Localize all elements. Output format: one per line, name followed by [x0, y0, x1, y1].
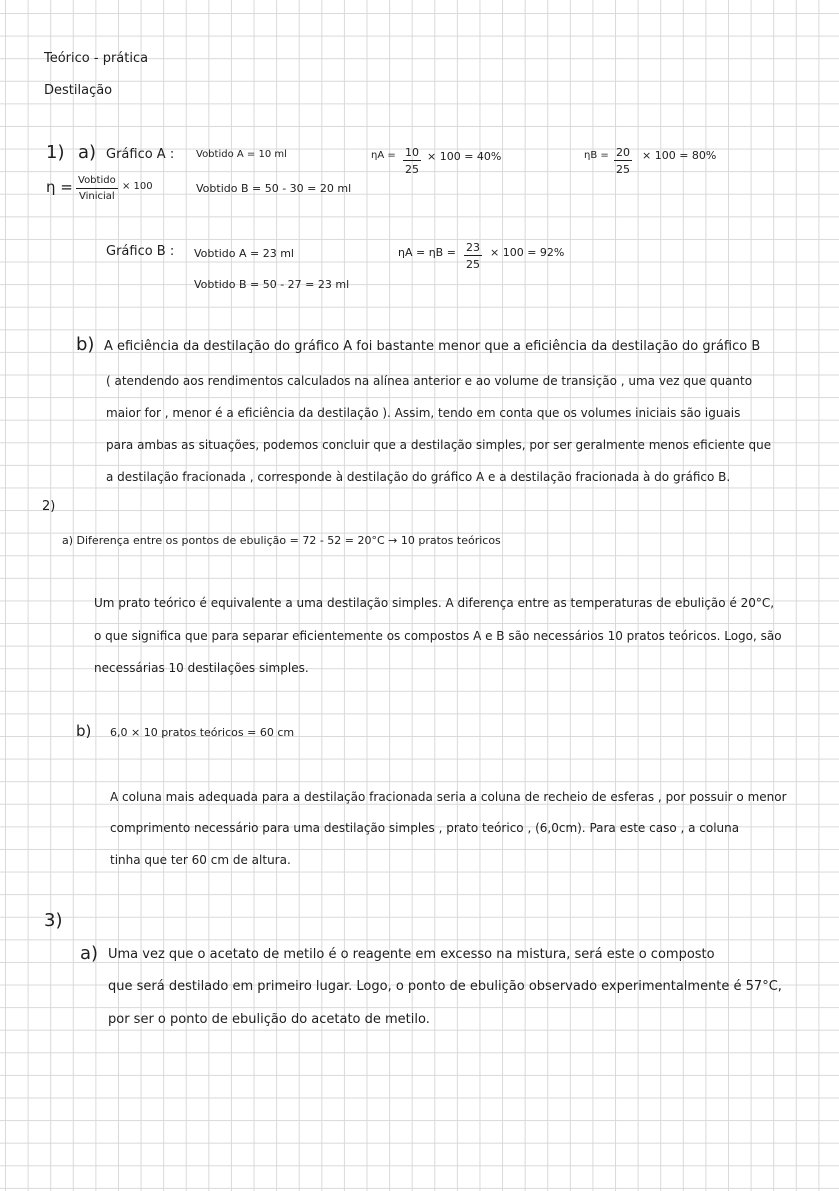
q1a-eta-b-label: ηB =: [584, 150, 609, 161]
q1a-gb-eta-result: × 100 = 92%: [490, 246, 565, 259]
q1a-eta-a-denominator: 25: [405, 163, 419, 176]
q3a-line-2: que será destilado em primeiro lugar. Logo, o ponto de ebulição observado experimentalmente é 57°C,: [108, 979, 782, 994]
q2a-paragraph-line-3: necessárias 10 destilações simples.: [94, 661, 309, 675]
q1a-formula-eta: η =: [46, 178, 73, 196]
q1a-eta-a-label: ηA =: [371, 150, 396, 161]
q1a-gb-volume-a: Vobtido A = 23 ml: [194, 247, 294, 260]
q1a-grafico-b-label: Gráfico B :: [106, 244, 175, 259]
q1b-line-3: maior for , menor é a eficiência da destilação ). Assim, tendo em conta que os volumes iniciais são iguais: [106, 406, 741, 420]
q1a-formula-denominator: Vinicial: [79, 191, 115, 202]
q1b-line-2: ( atendendo aos rendimentos calculados na alínea anterior e ao volume de transição , uma vez que quanto: [106, 374, 753, 388]
q1a-gb-eta-numerator: 23: [466, 241, 480, 254]
q1a-gb-eta-fraction: [464, 242, 482, 270]
q1a-label: a): [78, 142, 97, 163]
q3a-line-1: Uma vez que o acetato de metilo é o reagente em excesso na mistura, será este o composto: [108, 947, 715, 962]
q1a-volume-b: Vobtido B = 50 - 30 = 20 ml: [196, 182, 352, 195]
q1b-line-5: a destilação fracionada , corresponde à destilação do gráfico A e a destilação fracionada à do gráfico B.: [106, 470, 731, 484]
q1a-gb-eta-label: ηA = ηB =: [398, 246, 456, 259]
q2a-line: a) Diferença entre os pontos de ebulição = 72 - 52 = 20°C → 10 pratos teóricos: [62, 534, 501, 547]
q1a-gb-volume-b: Vobtido B = 50 - 27 = 23 ml: [194, 278, 350, 291]
q1a-eta-b-fraction: [614, 147, 632, 175]
q3a-label: a): [80, 943, 99, 964]
page-subtitle: Destilação: [44, 83, 113, 98]
q1b-line-4: para ambas as situações, podemos concluir que a destilação simples, por ser geralmente menos eficiente que: [106, 438, 772, 452]
q1a-gb-eta-denominator: 25: [466, 258, 480, 271]
q1a-formula-multiplier: × 100: [122, 181, 153, 192]
q2b-paragraph-line-2: comprimento necessário para uma destilação simples , prato teórico , (6,0cm). Para este caso , a coluna: [110, 821, 740, 835]
q2a-paragraph-line-1: Um prato teórico é equivalente a uma destilação simples. A diferença entre as temperaturas de ebulição é 20°C,: [94, 596, 775, 610]
q1a-eta-b-denominator: 25: [616, 163, 630, 176]
q1a-eta-a-fraction: [403, 147, 421, 175]
q1a-eta-b-result: × 100 = 80%: [642, 149, 717, 162]
q1a-eta-b-numerator: 20: [616, 146, 630, 159]
q2b-label: b): [76, 722, 92, 740]
q2a-paragraph-line-2: o que significa que para separar eficientemente os compostos A e B são necessários 10 pratos teóricos. Logo, são: [94, 629, 782, 643]
q3a-line-3: por ser o ponto de ebulição do acetato de metilo.: [108, 1012, 430, 1027]
page-title: Teórico - prática: [44, 51, 149, 66]
q1a-formula-numerator: Vobtido: [76, 176, 118, 189]
q1b-line-1: A eficiência da destilação do gráfico A foi bastante menor que a eficiência da destilação do gráfico B: [104, 339, 761, 354]
q1a-volume-a: Vobtido A = 10 ml: [196, 149, 287, 160]
q2b-paragraph-line-3: tinha que ter 60 cm de altura.: [110, 853, 291, 867]
q1b-label: b): [76, 334, 95, 355]
q2b-calculation: 6,0 × 10 pratos teóricos = 60 cm: [110, 726, 295, 739]
q1a-grafico-a-label: Gráfico A :: [106, 147, 175, 162]
question-2-number: 2): [42, 499, 56, 514]
q1a-eta-a-numerator: 10: [405, 146, 419, 159]
q1a-eta-a-result: × 100 = 40%: [427, 150, 502, 163]
question-3-number: 3): [44, 910, 63, 931]
question-1-number: 1): [46, 142, 65, 163]
q2b-paragraph-line-1: A coluna mais adequada para a destilação fracionada seria a coluna de recheio de esferas , por possuir o menor: [110, 790, 787, 804]
q1a-formula-fraction: [76, 176, 118, 202]
